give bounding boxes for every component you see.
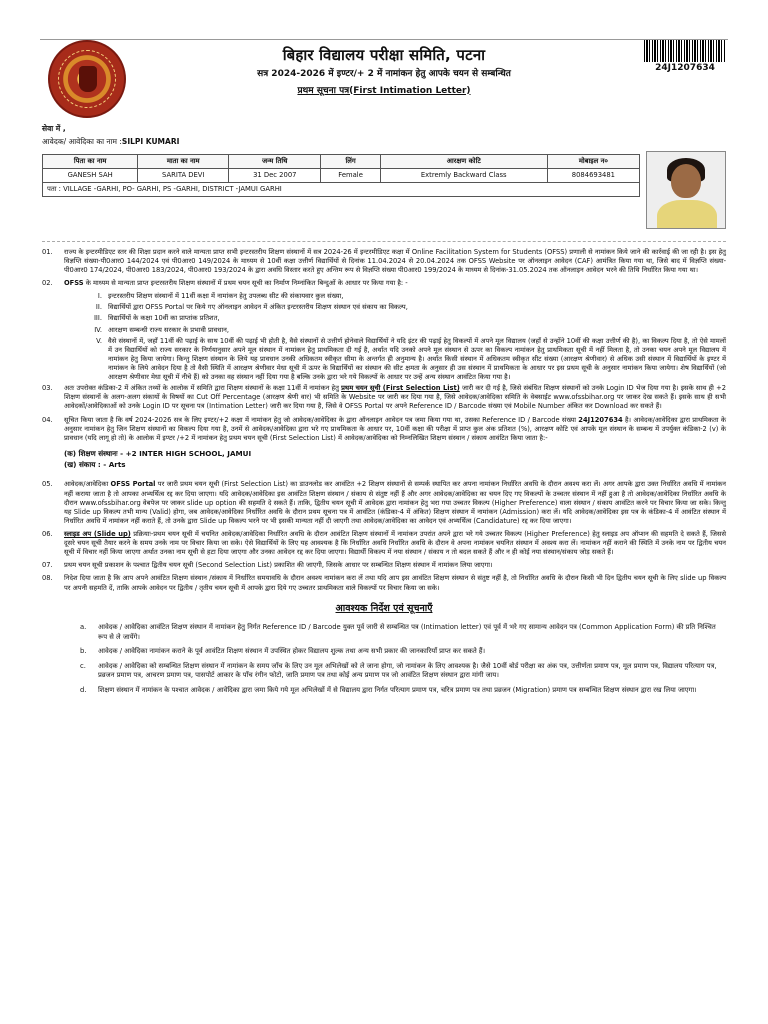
notes-title: आवश्यक निर्देश एवं सूचनाएँ: [335, 602, 433, 614]
top-rule: [40, 39, 728, 40]
category: Extremly Backward Class: [380, 168, 547, 182]
applicant-line: [42, 137, 726, 147]
table-row: [43, 168, 640, 182]
mother-name: SARITA DEVI: [138, 168, 229, 182]
applicant-info-row: [42, 151, 726, 237]
list-item: I. इन्टरस्तरीय शिक्षण संस्थानों में 11वीं कक्षा में नामांकन हेतु उपलब्ध सीट की संकायवार कुल संख्या,: [97, 292, 344, 301]
list-item: d. शिक्षण संस्थान में नामांकन के पश्चात आवेदक / आवेदिका द्वारा जमा किये गये मूल अभिलेखों में से विद्यालय द्वारा निर्गत परित्याग प्रमाण पत्र, चरित्र प्रमाण पत्र तथा प्रव्रजन (Migration) प्रमाण पत्र सम्बन्धित शिक्षण संस्थान द्वारा रख लिया जाएगा।: [80, 685, 697, 694]
barcode-block: [644, 40, 726, 75]
th-mother: माता का नाम: [138, 154, 229, 168]
allotted-faculty: (ख) संकाय : - Arts: [64, 459, 126, 469]
gender: Female: [321, 168, 380, 182]
para-08: 08. निदेश दिया जाता है कि आप अपने आवंटित शिक्षण संस्थान /संकाय में निर्धारित समयावधि के दौरान अवश्य नामांकन करा लें तथा यदि आप इस आवंटित शिक्षण संस्थान से संतुष्ट नहीं है, तो निर्धारित अवधि के दौरान किसी भी दिन द्वितीय चयन सूची के लिए slide up विकल्प पर अपनी सहमति दें, ताकि आपके आवेदन पर द्वितीय / तृतीय चयन सूची में आपके द्वारा दिये गए उच्चतर प्राथमिकता वाले विकल्पों पर विचार किया जा सके।: [42, 574, 726, 592]
para-04: 04. सूचित किया जाता है कि वर्ष 2024-2026 सत्र के लिए इण्टर/+2 कक्षा में नामांकन हेतु जो आवेदक/आवेदिका के द्वारा ऑनलाइन आवेदन पत्र जमा किया गया था, उसका Reference ID / Barcode संख्या 24J1207634 है। आवेदक/आवेदिका द्वारा प्राथमिकता के अनुसार नामांकन हेतु जिन शिक्षण संस्थानों का विकल्प दिया गया है, उनमें से आवेदक/आवेदिका द्वारा भरे गए प्राथमिकता के आधार पर, 10वीं कक्षा की परीक्षा में प्राप्त कुल अंक प्रतिशत (%), आरक्षण कोटि एवं आपके मूल संस्थान के सम्बन्ध में उपर्युक्त कंडिका-2 (v) के प्रावधान (यदि लागू हो तो) के आलोक में इण्टर /+2 में नामांकन हेतु प्रथम चयन सूची (First Selection List) में आवेदक/आवेदिका को निम्नलिखित शिक्षण संस्थान / संकाय आवंटित किया जाता है:-: [42, 415, 726, 442]
address: पता : VILLAGE -GARHI, PO- GARHI, PS -GARHI, DISTRICT -JAMUI GARHI: [43, 182, 640, 196]
list-item: c. आवेदक / आवेदिका को सम्बन्धित शिक्षण संस्थान में नामांकन के समय जाँच के लिए उन मूल अभिलेखों को ले जाना होगा, जो नामांकन के लिए आवश्यक है। जैसे 10वीं बोर्ड परीक्षा का अंक पत्र, उत्तीर्णता प्रमाण पत्र, मूल प्रमाण पत्र, विद्यालय परित्याग पत्र, प्रव्रजन प्रमाण पत्र, आचरण प्रमाण पत्र, पासपोर्ट आकार के पाँच रंगीन फोटो, जाति प्रमाण पत्र तथा कोई अन्य प्रमाण पत्र जो आवंटित शिक्षण संस्थान द्वारा मांगी जाय।: [80, 661, 717, 680]
letter-header: [42, 40, 726, 122]
barcode-number: 24J1207634: [655, 63, 715, 73]
th-category: आरक्षण कोटि: [380, 154, 547, 168]
session-subtitle: सत्र 2024-2026 में इण्टर/+ 2 में नामांकन हेतु आपके चयन से सम्बन्धित: [257, 68, 511, 79]
para-05: 05. आवेदक/आवेदिका OFSS Portal पर जारी प्रथम चयन सूची (First Selection List) का डाउनलोड कर आवंटित +2 शिक्षण संस्थानों से सम्पर्क स्थापित कर अपना नामांकन निर्धारित अवधि के दौरान अवश्य करा लें। अगर आपके द्वारा उक्त निर्धारित अवधि में नामांकन नहीं कराया जाता है तो आपका अभ्यर्थित्व रद्द कर दिया जाएगा। यदि आवेदक/आवेदिका इस आवंटित शिक्षण संस्थान / संकाय से संतुष्ट नहीं हैं और अगर आवेदक/आवेदिका का चयन दिए गए विकल्पों के उच्चतर संस्थान में नहीं हुआ है तो आवेदक/आवेदिका निर्धारित अवधि के दौरान www.ofssbihar.org वेबपेज पर जाकर slide up option की सहमति दे सकते हैं। ताकि, द्वितीय चयन सूची में आवेदक द्वारा नामांकन हेतु भरा गया उच्चतर विकल्प (Higher Preference) वाला संस्थान / संकाय आवंटित करने पर विचार किया जा सके। किन्तु यह Slide up विकल्प तभी मान्य (Valid) होगा, जब आवेदक/आवेदिका निर्धारित अवधि के दौरान प्रथम सूचना पत्र में आवंटित (कंडिका-4 में अंकित) शिक्षण संस्थान में नामांकन (Admission) करा लें। यदि आवेदक/आवेदिका इस पत्र के कंडिका-4 में आवंटित संस्थान में निर्धारित अवधि में नामांकन नहीं कराते हैं, तो उनके द्वारा Slide up विकल्प भरने पर भी इसकी मान्यता नहीं दी जाएगी तथा आवेदक/आवेदिका का आवेदन एवं अभ्यर्थित्व (Candidature) रद्द कर दिया जाएगा।: [42, 480, 726, 525]
allotted-school: (क) शिक्षण संस्थानः - +2 INTER HIGH SCHOOL, JAMUI: [64, 448, 252, 458]
list-item: II. विद्यार्थियों द्वारा OFSS Portal पर किये गए ऑनलाइन आवेदन में अंकित इन्टरस्तरीय शिक्षण संस्थान एवं संकाय का विकल्प,: [95, 303, 408, 312]
th-dob: जन्म तिथि: [229, 154, 321, 168]
list-item: b. आवेदक / आवेदिका नामांकन कराने के पूर्व आवंटित शिक्षण संस्थान में उपस्थित होकर विद्यालय शुल्क तथा अन्य सभी प्रकार की जानकारियाँ प्राप्त कर सकते हैं।: [80, 647, 486, 656]
applicant-photo: [646, 151, 726, 229]
board-title: बिहार विद्यालय परीक्षा समिति, पटना: [282, 46, 486, 64]
title-block: [192, 46, 576, 98]
list-item: V. वैसे संस्थानों में, जहाँ 11वीं की पढ़ाई के साथ 10वीं की पढ़ाई भी होती है, वैसे संस्थानों से उत्तीर्ण होनेवाले विद्यार्थियों ने यदि इंटर की पढ़ाई हेतु विकल्पों में अपने मूल विद्यालय (जहाँ से उन्होंने 10वीं की कक्षा उत्तीर्ण की है), का विकल्प दिया है, तो ऐसे मामलों में उन विद्यार्थियों को राज्य सरकार के निर्णयानुसार अपने मूल संस्थान में नामांकन हेतु प्राथमिकता दी गई है, अर्थात यदि उनको अपने मूल संस्थान से ऊपर का विकल्प नामांकन हेतु प्राथमिकता सूची में नहीं मिलता है, तो उनका चयन अपने मूल विद्यालय में नामांकन हेतु किया जायेगा। किन्तु शिक्षण संस्थान के लिये यह प्रावधान उनकी अधिकतम स्वीकृत सीमा के अन्तर्गत ही अनुमान्य है। अर्थात किसी संस्थान में अधिकतम स्वीकृत सीट संख्या (आरक्षण श्रेणीवार) से अधिक उसी संस्थान में विद्यार्थियों के इण्टर में नामांकन के लिये आवेदन दिया है तो वैसी स्थिति में आरक्षण श्रेणीवार मेधा सूची में ऊपर के विद्यार्थियों का संस्थान की सीट क्षमता के अनुसार ही उस संस्थान में प्राथमिकता के आधार पर इस प्रथम सूची के अनुसार नामांकन किया जायेगा। शेष विद्यार्थियों (जो आरक्षण श्रेणीवार मेधा सूची में नीचे हैं) को उनका वह संस्थान नहीं दिया गया है बल्कि उनके द्वारा भरे गये विकल्पों के आधार पर उन्हें अन्य संस्थान आवंटित किया गया है।: [96, 336, 726, 382]
table-header-row: [43, 154, 640, 168]
th-father: पिता का नाम: [43, 154, 138, 168]
list-item: a. आवेदक / आवेदिका आवंटित शिक्षण संस्थान में नामांकन हेतु निर्गत Reference ID / Barcode युक्त पूर्व जारी से सम्बन्धित पत्र (Intimation letter) एवं पूर्व में भरे गए सामान्य आवेदन पत्र (Common Application Form) की प्रति निश्चित रूप से ले जायेंगे।: [80, 623, 716, 641]
allotment-block: [64, 449, 726, 471]
list-item: III. विद्यार्थियों के कक्षा 10वीं का प्राप्तांक प्रतिशत,: [93, 314, 220, 323]
para-06: 06. स्लाइड अप (Slide up) प्रक्रियाः-प्रथम चयन सूची में चयनित आवेदक/आवेदिका निर्धारित अवधि के दौरान आवंटित शिक्षण संस्थानों में नामांकन उपरांत अपने द्वारा भरे गये उच्चतर विकल्प (Higher Preference) हेतु स्लाइड अप ऑप्शन की सहमति दे सकते हैं, जिससे दूसरे चयन सूची तैयार करने के समय उनके नाम पर विचार किया जा सके। ऐसे विद्यार्थियों के लिए यह आवश्यक है कि निर्धारित अवधि निर्धारित अवधि के दौरान वे अपना नामांकन चयनित संस्थान में अवश्य करा लें। नामांकन नहीं कराने की स्थिति में उनके नाम पर द्वितीय चयन सूची में विचार नहीं किया जाएगा अर्थात उनका नाम सूची से हटा दिया जाएगा और उनका आवेदन रद्द कर दिया जाएगा। विद्यार्थी विकल्प में नया संस्थान / संकाय न तो बदल सकते हैं और न ही कोई नया संस्थान/संकाय जोड़ सकते हैं।: [42, 530, 726, 557]
applicant-name: SILPI KUMARI: [121, 136, 180, 146]
mobile: 8084693481: [547, 168, 639, 182]
dob: 31 Dec 2007: [229, 168, 321, 182]
father-name: GANESH SAH: [43, 168, 138, 182]
address-row: [43, 182, 640, 196]
reference-id: 24J1207634: [578, 415, 623, 424]
divider: [42, 241, 726, 242]
th-mobile: मोबाइल न०: [547, 154, 639, 168]
applicant-info-table: [42, 154, 640, 197]
bseb-seal-icon: [48, 40, 126, 118]
para-03: 03. अतः उपरोक्त कंडिका-2 में अंकित तथ्यों के आलोक में समिति द्वारा शिक्षण संस्थानों के कक्षा 11वीं में नामांकन हेतु प्रथम चयन सूची (First Selection List) जारी कर दी गई है, जिसे संबंधित शिक्षण संस्थानों को उनके Login ID भेज दिया गया है। इसके साथ ही +2 शिक्षण संस्थानों के अलग-अलग संकायों के विषयों का Cut Off Percentage (आरक्षण श्रेणी वार) भी समिति के Website पर जारी कर दिया गया है, जिसे आवेदक/आवेदिका समिति के वेबसाईट www.ofssbihar.org पर जाकर देख सकते हैं। इसके साथ ही सभी आवेदकों/आवेदिकाओं को उनके Login ID पर सूचना पत्र (Intimation Letter) जारी कर दिया गया है, जिसे वे OFSS Portal पर अपने Reference ID / Barcode संख्या एवं Mobile Number अंकित कर Download कर सकते हैं।: [42, 384, 726, 411]
letter-title: प्रथम सूचना पत्र(First Intimation Letter): [297, 85, 471, 96]
list-item: IV. आरक्षण सम्बन्धी राज्य सरकार के प्रभावी प्रावधान,: [94, 325, 229, 334]
barcode-icon: [644, 40, 726, 62]
para-07: 07. प्रथम चयन सूची प्रकाशन के पश्चात द्वितीय चयन सूची (Second Selection List) प्रकाशित की जाएगी, जिसके आधार पर सम्बन्धित शिक्षण संस्थान में नामांकन लिया जाएगा।: [42, 561, 493, 570]
salutation: सेवा में ,: [42, 124, 66, 133]
applicant-label: आवेदक/ आवेदिका का नाम :: [42, 136, 122, 146]
para-01: 01. राज्य के इन्टरमीडिएट स्तर की शिक्षा प्रदान करने वाले मान्यता प्राप्त सभी इन्टरस्तरीय शिक्षण संस्थानों में सत्र 2024-26 में इन्टरमीडिएट कक्षा में Online Facilitation System for Students (OFSS) प्रणाली से नामांकन किये जाने की कार्रवाई की जा रही है। इस हेतु विज्ञप्ति संख्या-पी0आर0 144/2024 एवं पी0आर0 149/2024 के माध्यम से 10वीं कक्षा उत्तीर्ण विद्यार्थियों से दिनांक 11.04.2024 से 20.04.2024 तक OFSS Website पर ऑनलाइन आवेदन (CAF) आमंत्रित किया गया था, जिसे बाद में विज्ञप्ति संख्या-पी0आर0 174/2024, पी0आर0 183/2024, पी0आर0 193/2024 के द्वारा अवधि विस्तार करते हुए अन्तिम रूप से विज्ञप्ति संख्या पी0आर0 199/2024 के माध्यम से दिनांक-31.05.2024 तक ऑनलाइन आवेदन भरने की तिथि निर्धारित किया गया था।: [42, 247, 726, 274]
th-gender: लिंग: [321, 154, 380, 168]
para-02: 02. OFSS के माध्यम से मान्यता प्राप्त इन्टरस्तरीय शिक्षण संस्थानों में प्रथम चयन सूची का निर्माण निम्नांकित बिन्दुओं के आधार पर किया गया है: -: [42, 279, 408, 288]
